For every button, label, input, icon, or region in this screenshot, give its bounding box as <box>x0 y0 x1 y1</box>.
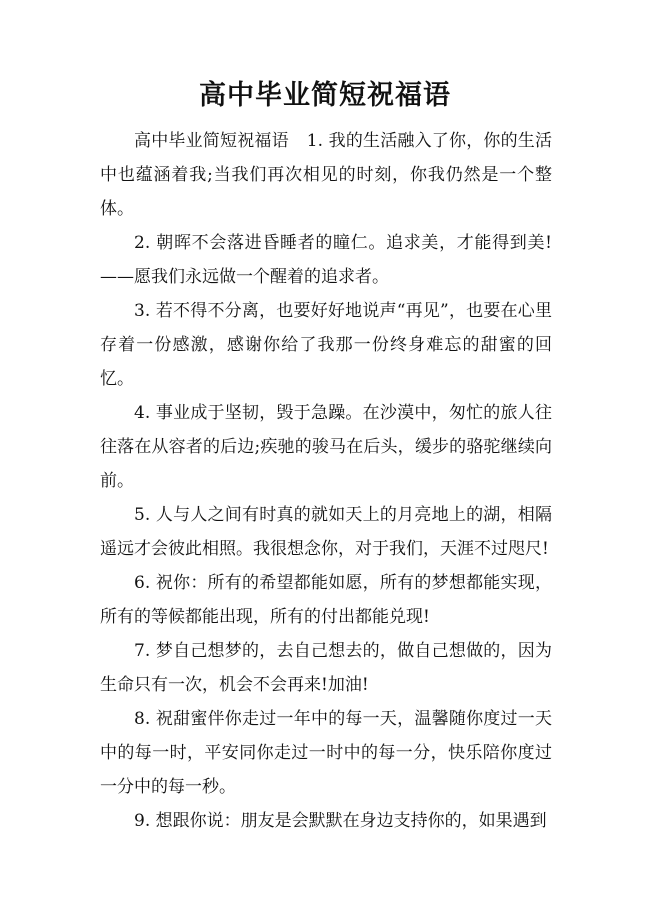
paragraph-4: 4. 事业成于坚韧，毁于急躁。在沙漠中，匆忙的旅人往往落在从容者的后边;疾驰的骏马在后头，缓步的骆驼继续向前。 <box>100 403 552 491</box>
document-label: 高中毕业简短祝福语 <box>134 131 289 151</box>
document-body <box>100 124 552 838</box>
paragraph-8: 8. 祝甜蜜伴你走过一年中的每一天，温馨随你度过一天中的每一时，平安同你走过一时中的每一分，快乐陪你度过一分中的每一秒。 <box>100 709 552 797</box>
paragraph-3: 3. 若不得不分离，也要好好地说声“再见”，也要在心里存着一份感激，感谢你给了我那一份终身难忘的甜蜜的回忆。 <box>100 301 552 389</box>
page-title: 高中毕业简短祝福语 <box>199 80 451 111</box>
paragraph-6: 6. 祝你：所有的希望都能如愿，所有的梦想都能实现，所有的等候都能出现，所有的付出都能兑现! <box>100 573 552 627</box>
paragraph-5: 5. 人与人之间有时真的就如天上的月亮地上的湖，相隔遥远才会彼此相照。我很想念你，对于我们，天涯不过咫尺! <box>100 505 552 559</box>
paragraph-1-text: 1. 我的生活融入了你，你的生活中也蕴涵着我;当我们再次相见的时刻，你我仍然是一个整体。 <box>100 131 553 219</box>
paragraph-7: 7. 梦自己想梦的，去自己想去的，做自己想做的，因为生命只有一次，机会不会再来!加油! <box>100 641 552 695</box>
paragraph-2: 2. 朝晖不会落进昏睡者的瞳仁。追求美，才能得到美!——愿我们永远做一个醒着的追求者。 <box>100 233 552 287</box>
paragraph-9: 9. 想跟你说：朋友是会默默在身边支持你的，如果遇到 <box>134 811 547 831</box>
paragraph-1 <box>100 124 552 226</box>
